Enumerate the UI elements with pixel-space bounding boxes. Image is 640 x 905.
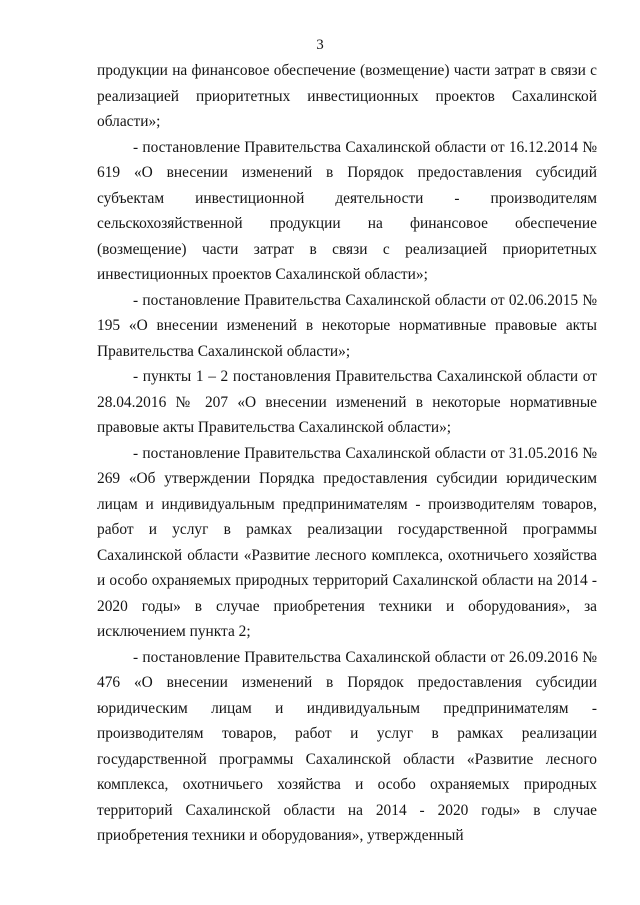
paragraph-resolution-195: - постановление Правительства Сахалинской области от 02.06.2015 № 195 «О внесении изменений в некоторые нормативные правовые акты Правительства Сахалинской области»;	[97, 291, 597, 360]
paragraph-resolution-269: - постановление Правительства Сахалинской области от 31.05.2016 № 269 «Об утверждении Порядка предоставления субсидии юридическим лицам и индивидуальным предпринимателям - производителям товаров, работ и услуг в рамках реализации государственной программы Сахалинской области «Развитие лесного комплекса, охотничьего хозяйства и особо охраняемых природных территорий Сахалинской области на 2014 - 2020 годы» в случае приобретения техники и оборудования», за исключением пункта 2;	[97, 444, 597, 640]
paragraph-resolution-619: - постановление Правительства Сахалинской области от 16.12.2014 № 619 «О внесении изменений в Порядок предоставления субсидий субъектам инвестиционной деятельности - производителям сельскохозяйственной продукции на финансовое обеспечение (возмещение) части затрат в связи с реализацией приоритетных инвестиционных проектов Сахалинской области»;	[97, 138, 597, 283]
page-number: 3	[316, 37, 324, 53]
paragraph-continuation: продукции на финансовое обеспечение (возмещение) части затрат в связи с реализацией приоритетных инвестиционных проектов Сахалинской области»;	[97, 62, 597, 130]
document-body	[97, 58, 597, 849]
paragraph-resolution-476: - постановление Правительства Сахалинской области от 26.09.2016 № 476 «О внесении изменений в Порядок предоставления субсидии юридическим лицам и индивидуальным предпринимателям - производителям товаров, работ и услуг в рамках реализации государственной программы Сахалинской области «Развитие лесного комплекса, охотничьего хозяйства и особо охраняемых природных территорий Сахалинской области на 2014 - 2020 годы» в случае приобретения техники и оборудования», утвержденный	[97, 648, 597, 844]
paragraph-resolution-207: - пункты 1 – 2 постановления Правительства Сахалинской области от 28.04.2016 № 207 «О внесении изменений в некоторые нормативные правовые акты Правительства Сахалинской области»;	[97, 368, 597, 436]
